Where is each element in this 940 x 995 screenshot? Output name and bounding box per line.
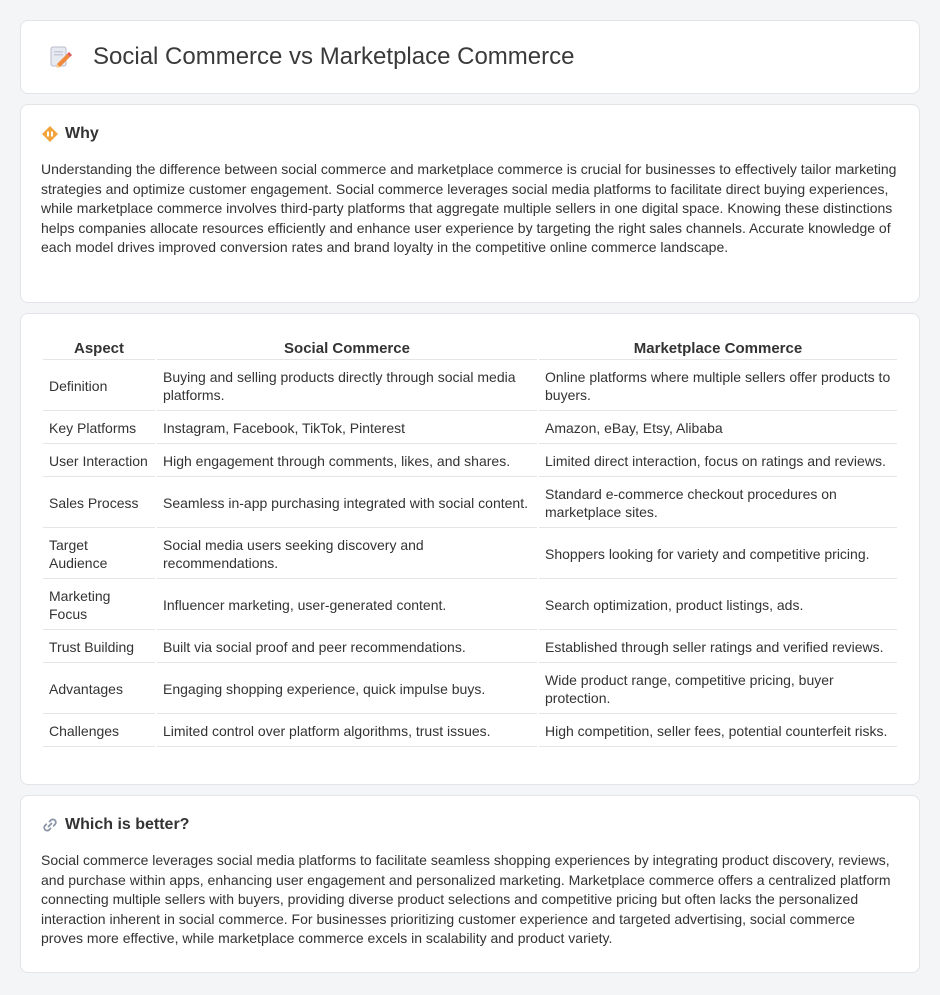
table-row — [43, 479, 897, 528]
social-cell: Engaging shopping experience, quick impulse buys. — [157, 665, 537, 714]
header-aspect: Aspect — [43, 336, 155, 360]
table-row — [43, 530, 897, 579]
aspect-cell: Sales Process — [43, 479, 155, 528]
table-row — [43, 446, 897, 477]
page-title: Social Commerce vs Marketplace Commerce — [93, 43, 575, 70]
marketplace-cell: Established through seller ratings and verified reviews. — [539, 632, 897, 663]
social-cell: Influencer marketing, user-generated content. — [157, 581, 537, 630]
better-header — [41, 816, 899, 834]
marketplace-cell: High competition, seller fees, potential counterfeit risks. — [539, 716, 897, 747]
aspect-cell: Challenges — [43, 716, 155, 747]
why-section — [20, 104, 920, 303]
header-social-commerce: Social Commerce — [157, 336, 537, 360]
edit-document-icon — [47, 44, 73, 70]
diamond-sign-icon — [41, 125, 59, 143]
comparison-card — [20, 313, 920, 785]
social-cell: High engagement through comments, likes, and shares. — [157, 446, 537, 477]
better-text: Social commerce leverages social media platforms to facilitate seamless shopping experiences by integrating product discovery, reviews, and purchase within apps, enhancing user engagement and personalized marketing. Marketplace commerce offers a centralized platform connecting multiple sellers with buyers, providing diverse product selections and competitive pricing but often lacks the personalized interaction inherent in social commerce. For businesses prioritizing customer experience and targeted advertising, social commerce proves more effective, while marketplace commerce excels in scalability and product variety. — [41, 852, 891, 946]
table-row — [43, 581, 897, 630]
table-header-row — [43, 336, 897, 360]
marketplace-cell: Limited direct interaction, focus on ratings and reviews. — [539, 446, 897, 477]
why-header — [41, 125, 899, 143]
social-cell: Seamless in-app purchasing integrated with social content. — [157, 479, 537, 528]
marketplace-cell: Search optimization, product listings, ads. — [539, 581, 897, 630]
comparison-table — [41, 334, 899, 749]
title-card — [20, 20, 920, 94]
aspect-cell: Key Platforms — [43, 413, 155, 444]
social-cell: Limited control over platform algorithms, trust issues. — [157, 716, 537, 747]
header-marketplace-commerce: Marketplace Commerce — [539, 336, 897, 360]
table-row — [43, 413, 897, 444]
why-text: Understanding the difference between social commerce and marketplace commerce is crucial for businesses to effectively tailor marketing strategies and optimize customer engagement. Social commerce leverages social media platforms to facilitate direct buying experiences, while marketplace commerce involves third-party platforms that aggregate multiple sellers in one digital space. Knowing these distinctions helps companies allocate resources efficiently and enhance user experience by targeting the right sales channels. Accurate knowledge of each model drives improved conversion rates and brand loyalty in the competitive online commerce landscape. — [41, 161, 897, 255]
marketplace-cell: Amazon, eBay, Etsy, Alibaba — [539, 413, 897, 444]
aspect-cell: Marketing Focus — [43, 581, 155, 630]
table-row — [43, 362, 897, 411]
aspect-cell: Advantages — [43, 665, 155, 714]
marketplace-cell: Wide product range, competitive pricing, buyer protection. — [539, 665, 897, 714]
which-is-better-section — [20, 795, 920, 973]
table-row — [43, 716, 897, 747]
table-row — [43, 632, 897, 663]
better-heading: Which is better? — [65, 816, 190, 833]
aspect-cell: Target Audience — [43, 530, 155, 579]
link-icon — [41, 816, 59, 834]
why-heading: Why — [65, 125, 99, 142]
marketplace-cell: Online platforms where multiple sellers offer products to buyers. — [539, 362, 897, 411]
aspect-cell: User Interaction — [43, 446, 155, 477]
social-cell: Instagram, Facebook, TikTok, Pinterest — [157, 413, 537, 444]
social-cell: Buying and selling products directly through social media platforms. — [157, 362, 537, 411]
aspect-cell: Definition — [43, 362, 155, 411]
marketplace-cell: Standard e-commerce checkout procedures on marketplace sites. — [539, 479, 897, 528]
table-row — [43, 665, 897, 714]
aspect-cell: Trust Building — [43, 632, 155, 663]
marketplace-cell: Shoppers looking for variety and competitive pricing. — [539, 530, 897, 579]
social-cell: Social media users seeking discovery and recommendations. — [157, 530, 537, 579]
social-cell: Built via social proof and peer recommendations. — [157, 632, 537, 663]
